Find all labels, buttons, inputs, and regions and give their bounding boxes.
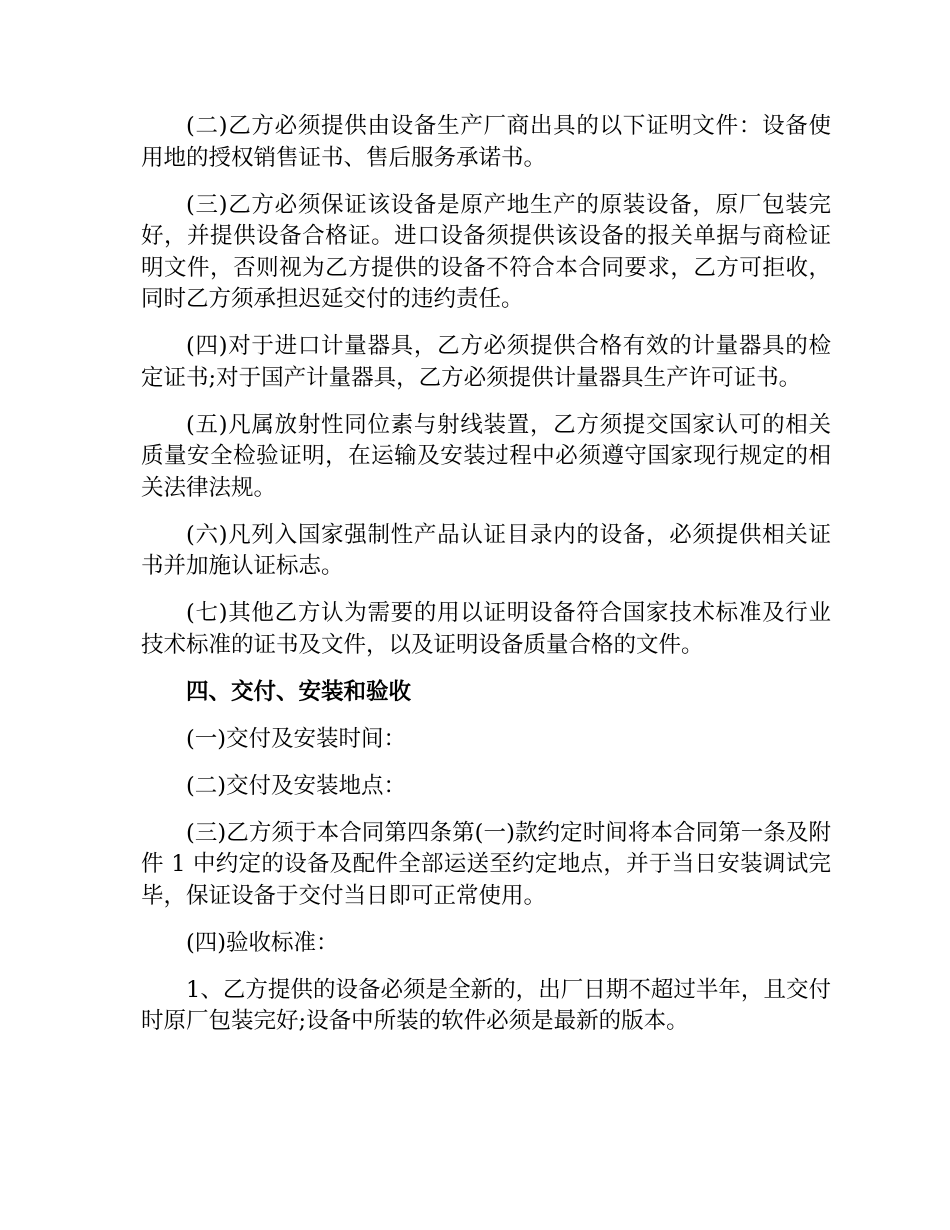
- paragraph-clause-5: (五)凡属放射性同位素与射线装置，乙方须提交国家认可的相关质量安全检验证明，在运输及安装过程中必须遵守国家现行规定的相关法律法规。: [141, 411, 831, 501]
- section-heading: 四、交付、安装和验收: [186, 678, 412, 705]
- paragraph-clause-2: (二)乙方必须提供由设备生产厂商出具的以下证明文件：设备使用地的授权销售证书、售后服务承诺书。: [141, 113, 831, 171]
- paragraph-clause-7: (七)其他乙方认为需要的用以证明设备符合国家技术标准及行业技术标准的证书及文件，以及证明设备质量合格的文件。: [141, 600, 831, 658]
- paragraph-delivery-time: (一)交付及安装时间：: [186, 725, 407, 752]
- paragraph-clause-3: (三)乙方必须保证该设备是原产地生产的原装设备，原厂包装完好，并提供设备合格证。进口设备须提供该设备的报关单据与商检证明文件，否则视为乙方提供的设备不符合本合同要求，乙方可拒收，同时乙方须承担迟延交付的违约责任。: [141, 191, 831, 312]
- paragraph-acceptance-standard: (四)验收标准：: [186, 929, 339, 956]
- paragraph-delivery-terms: (三)乙方须于本合同第四条第(一)款约定时间将本合同第一条及附件 1 中约定的设备及配件全部运送至约定地点，并于当日安装调试完毕，保证设备于交付当日即可正常使用。: [141, 819, 831, 909]
- paragraph-acceptance-item-1: 1、乙方提供的设备必须是全新的，出厂日期不超过半年，且交付时原厂包装完好;设备中所装的软件必须是最新的版本。: [141, 976, 831, 1034]
- paragraph-clause-6: (六)凡列入国家强制性产品认证目录内的设备，必须提供相关证书并加施认证标志。: [141, 521, 831, 579]
- document-body: [141, 111, 831, 1053]
- paragraph-delivery-location: (二)交付及安装地点：: [186, 772, 407, 799]
- paragraph-clause-4: (四)对于进口计量器具，乙方必须提供合格有效的计量器具的检定证书;对于国产计量器具，乙方必须提供计量器具生产许可证书。: [141, 333, 831, 391]
